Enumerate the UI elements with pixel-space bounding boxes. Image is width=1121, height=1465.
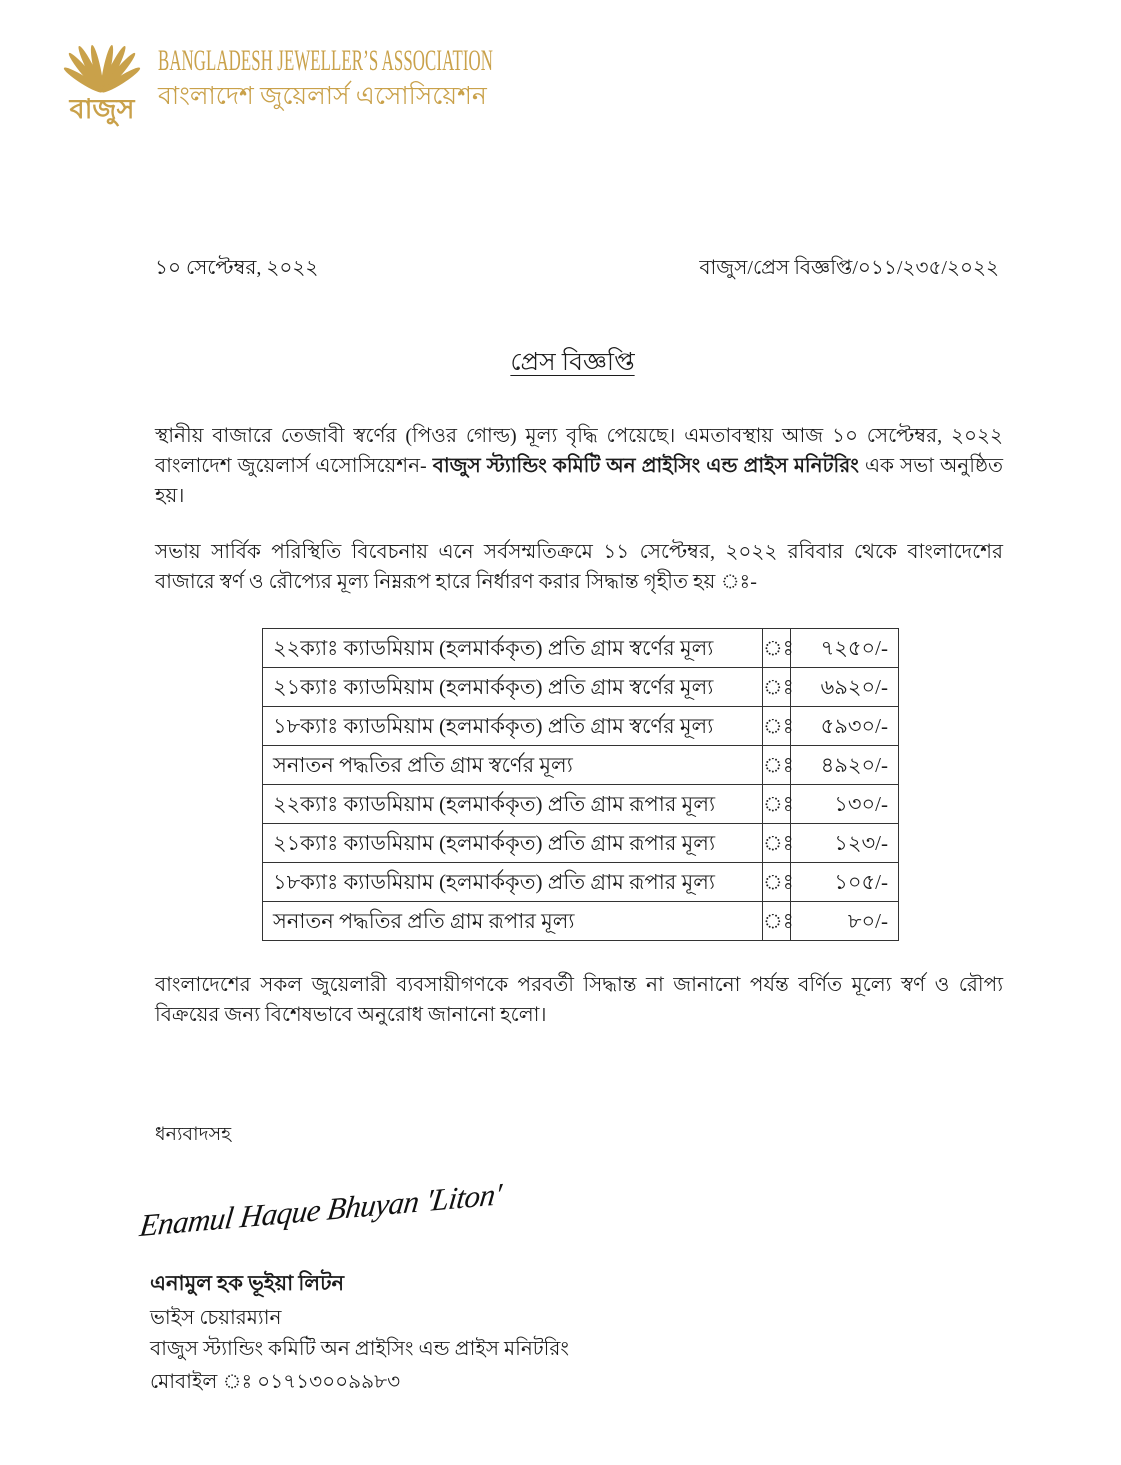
- reference-number: বাজুস/প্রেস বিজ্ঞপ্তি/০১১/২৩৫/২০২২: [699, 257, 999, 279]
- request-paragraph: বাংলাদেশের সকল জুয়েলারী ব্যবসায়ীগণকে পরবর্তী সিদ্ধান্ত না জানানো পর্যন্ত বর্ণিত মূল্যে স্বর্ণ ও রৌপ্য বিক্রয়ের জন্য বিশেষভাবে অনুরোধ জানানো হলো।: [155, 974, 1003, 1026]
- price-item-label: ২২ক্যাঃ ক্যাডমিয়াম (হলমার্ককৃত) প্রতি গ্রাম স্বর্ণের মূল্য: [263, 629, 763, 668]
- committee-name-bold: বাজুস স্ট্যান্ডিং কমিটি অন প্রাইসিং এন্ড প্রাইস মনিটরিং: [432, 455, 859, 477]
- price-item-label: সনাতন পদ্ধতির প্রতি গ্রাম রূপার মূল্য: [263, 902, 763, 941]
- issue-date: ১০ সেপ্টেম্বর, ২০২২: [155, 257, 319, 279]
- price-item-label: ২১ক্যাঃ ক্যাডমিয়াম (হলমার্ককৃত) প্রতি গ্রাম রূপার মূল্য: [263, 824, 763, 863]
- table-row: [263, 785, 899, 824]
- table-row: [263, 746, 899, 785]
- fan-petal-logo-icon: [62, 44, 142, 94]
- price-item-label: ১৮ক্যাঃ ক্যাডমিয়াম (হলমার্ককৃত) প্রতি গ্রাম স্বর্ণের মূল্য: [263, 707, 763, 746]
- price-separator: ঃ: [763, 629, 791, 668]
- table-row: [263, 668, 899, 707]
- price-table: [262, 628, 899, 941]
- intro-paragraph: [155, 421, 1003, 511]
- price-separator: ঃ: [763, 902, 791, 941]
- signatory-name: এনামুল হক ভূইয়া লিটন: [150, 1271, 345, 1295]
- table-row: [263, 824, 899, 863]
- price-separator: ঃ: [763, 707, 791, 746]
- price-item-label: সনাতন পদ্ধতির প্রতি গ্রাম স্বর্ণের মূল্য: [263, 746, 763, 785]
- price-value: ৮০/-: [791, 902, 899, 941]
- signatory-designation: ভাইস চেয়ারম্যান: [150, 1307, 282, 1329]
- price-separator: ঃ: [763, 746, 791, 785]
- intro-text: স্থানীয় বাজারে তেজাবী স্বর্ণের (পিওর গোল্ড) মূল্য বৃদ্ধি পেয়েছে। এমতাবস্থায় আজ ১০ সেপ্টেম্বর, ২০২২ বাংলাদেশ জুয়েলার্স এসোসিয়েশন-: [155, 425, 1003, 477]
- association-logo: [60, 44, 144, 130]
- document-title-text: প্রেস বিজ্ঞপ্তি: [510, 349, 635, 376]
- price-item-label: ১৮ক্যাঃ ক্যাডমিয়াম (হলমার্ককৃত) প্রতি গ্রাম রূপার মূল্য: [263, 863, 763, 902]
- table-row: [263, 707, 899, 746]
- price-separator: ঃ: [763, 824, 791, 863]
- table-row: [263, 629, 899, 668]
- organization-name-english: BANGLADESH JEWELLER’S ASSOCIATION: [158, 44, 494, 77]
- table-row: [263, 902, 899, 941]
- price-separator: ঃ: [763, 863, 791, 902]
- price-item-label: ২১ক্যাঃ ক্যাডমিয়াম (হলমার্ককৃত) প্রতি গ্রাম স্বর্ণের মূল্য: [263, 668, 763, 707]
- intro-text-end: এক সভা অনুষ্ঠিত হয়।: [155, 455, 1003, 507]
- price-item-label: ২২ক্যাঃ ক্যাডমিয়াম (হলমার্ককৃত) প্রতি গ্রাম রূপার মূল্য: [263, 785, 763, 824]
- handwritten-signature: Enamul Haque Bhuyan 'Liton': [137, 1176, 504, 1244]
- decision-paragraph: সভায় সার্বিক পরিস্থিতি বিবেচনায় এনে সর্বসম্মতিক্রমে ১১ সেপ্টেম্বর, ২০২২ রবিবার থেকে বাংলাদেশের বাজারে স্বর্ণ ও রৌপ্যের মূল্য নিম্নরূপ হারে নির্ধারণ করার সিদ্ধান্ত গৃহীত হয় ঃ-: [155, 541, 1003, 593]
- price-value: ১২৩/-: [791, 824, 899, 863]
- organization-name-bangla: বাংলাদেশ জুয়েলার্স এসোসিয়েশন: [158, 83, 487, 110]
- closing-salutation: ধন্যবাদসহ: [155, 1124, 232, 1145]
- signatory-committee: বাজুস স্ট্যান্ডিং কমিটি অন প্রাইসিং এন্ড প্রাইস মনিটরিং: [150, 1338, 569, 1360]
- price-value: ১০৫/-: [791, 863, 899, 902]
- price-value: ৭২৫০/-: [791, 629, 899, 668]
- price-separator: ঃ: [763, 668, 791, 707]
- logo-wordmark: বাজুস: [69, 94, 135, 124]
- document-title: [360, 346, 785, 380]
- price-value: ৫৯৩০/-: [791, 707, 899, 746]
- price-value: ১৩০/-: [791, 785, 899, 824]
- price-value: ৪৯২০/-: [791, 746, 899, 785]
- signatory-mobile: মোবাইল ঃ ০১৭১৩০০৯৯৮৩: [150, 1371, 401, 1393]
- price-separator: ঃ: [763, 785, 791, 824]
- table-row: [263, 863, 899, 902]
- price-value: ৬৯২০/-: [791, 668, 899, 707]
